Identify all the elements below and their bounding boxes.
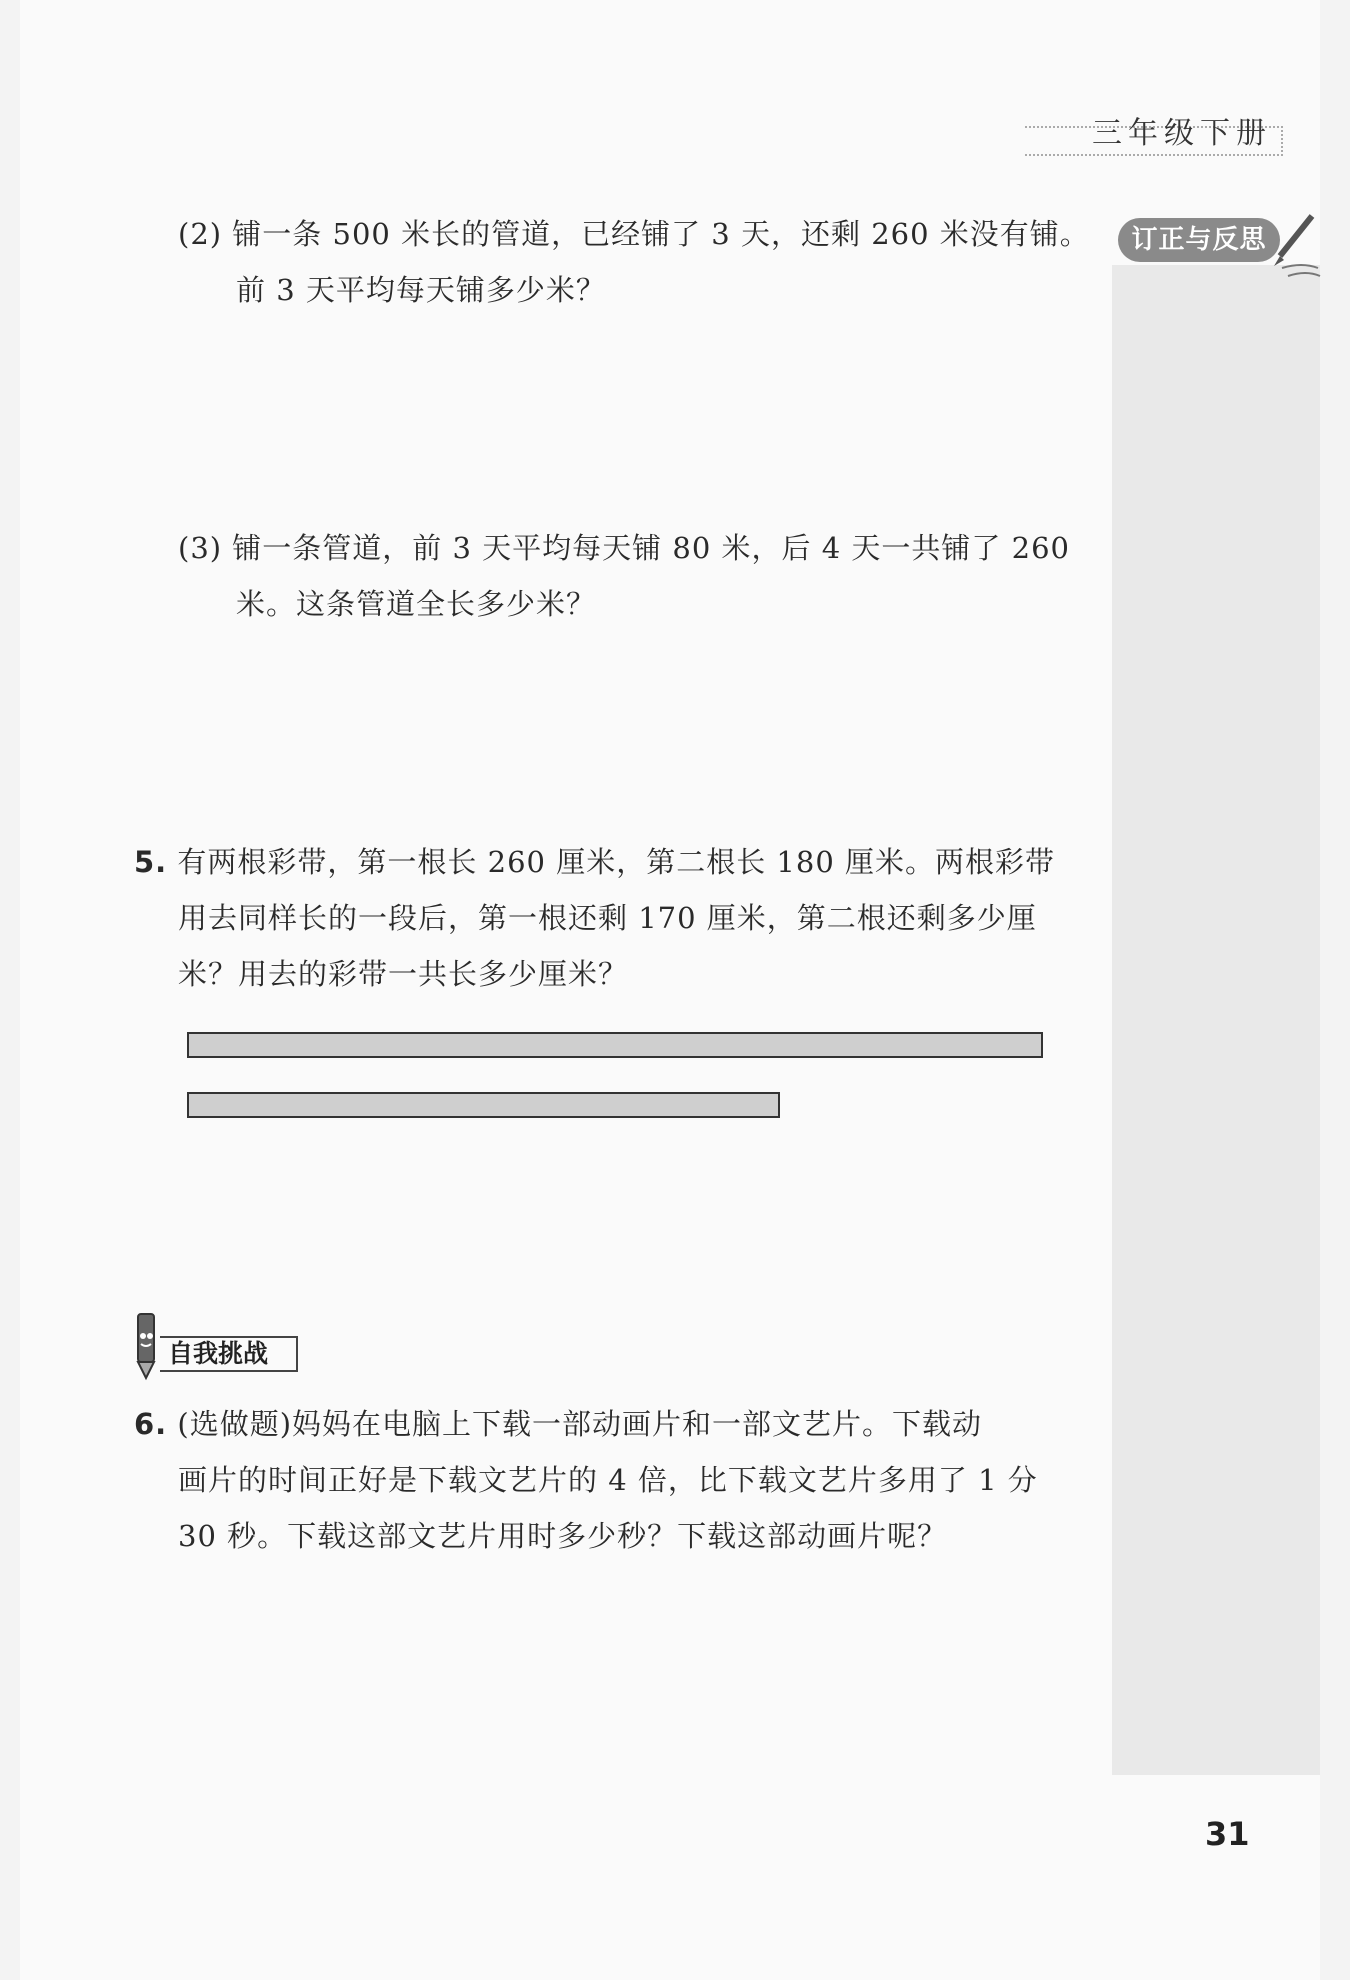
ribbon-2-bar bbox=[187, 1092, 780, 1118]
grade-label: 三年级下册 bbox=[1092, 116, 1272, 151]
problem-2-line-1: (2) 铺一条 500 米长的管道，已经铺了 3 天，还剩 260 米没有铺。 bbox=[178, 217, 1090, 251]
problem-6-line-1: 6. (选做题)妈妈在电脑上下载一部动画片和一部文艺片。下载动 bbox=[134, 1407, 983, 1441]
problem-5 bbox=[134, 834, 1055, 1002]
page-number: 31 bbox=[1205, 1815, 1250, 1853]
self-challenge-heading: 自我挑战 bbox=[160, 1336, 298, 1372]
problem-3 bbox=[178, 520, 1070, 632]
problem-6-number: 6. bbox=[134, 1407, 168, 1441]
problem-5-line-3: 米？用去的彩带一共长多少厘米？ bbox=[178, 957, 629, 991]
problem-2-line-2: 前 3 天平均每天铺多少米？ bbox=[236, 273, 606, 307]
correction-margin bbox=[1112, 265, 1320, 1775]
problem-6-line-2: 画片的时间正好是下载文艺片的 4 倍，比下载文艺片多用了 1 分 bbox=[178, 1463, 1038, 1497]
problem-6-line-3: 30 秒。下载这部文艺片用时多少秒？下载这部动画片呢？ bbox=[178, 1519, 948, 1553]
correction-badge: 订正与反思 bbox=[1118, 218, 1280, 262]
problem-5-line-2: 用去同样长的一段后，第一根还剩 170 厘米，第二根还剩多少厘 bbox=[178, 901, 1037, 935]
pencil-icon bbox=[1262, 212, 1322, 282]
problem-5-number: 5. bbox=[134, 845, 168, 879]
problem-5-line-1: 5. 有两根彩带，第一根长 260 厘米，第二根长 180 厘米。两根彩带 bbox=[134, 845, 1056, 879]
problem-2 bbox=[178, 206, 1090, 318]
problem-3-line-2: 米。这条管道全长多少米？ bbox=[236, 587, 597, 621]
problem-6 bbox=[134, 1396, 1038, 1564]
ribbon-1-bar bbox=[187, 1032, 1043, 1058]
problem-3-line-1: (3) 铺一条管道，前 3 天平均每天铺 80 米，后 4 天一共铺了 260 bbox=[178, 531, 1070, 565]
pencil-mascot-icon bbox=[130, 1312, 164, 1382]
